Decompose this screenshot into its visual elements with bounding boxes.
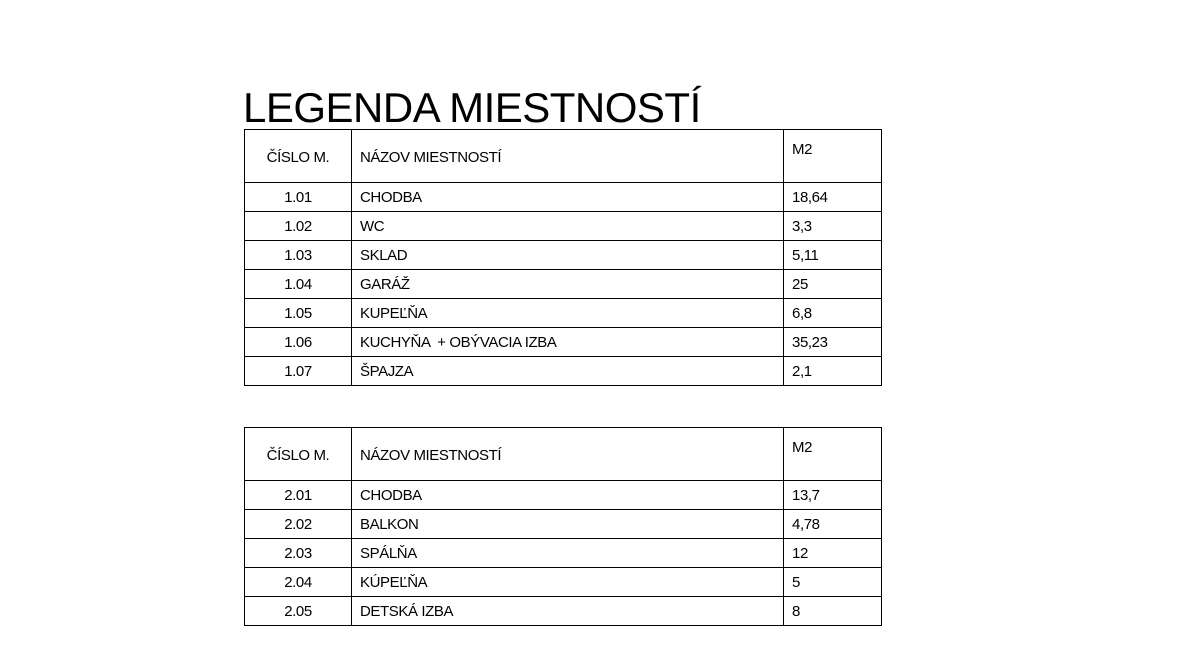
room-number: 1.05 [245,299,352,328]
room-name: BALKON [352,510,784,539]
room-number: 2.05 [245,597,352,626]
room-area: 35,23 [784,328,882,357]
header-room-area: M2 [784,428,882,481]
room-area: 13,7 [784,481,882,510]
room-area: 8 [784,597,882,626]
room-number: 1.04 [245,270,352,299]
room-number: 2.03 [245,539,352,568]
room-area: 25 [784,270,882,299]
header-room-name: NÁZOV MIESTNOSTÍ [352,130,784,183]
room-number: 1.07 [245,357,352,386]
table-row [245,510,882,539]
room-name: WC [352,212,784,241]
header-room-name: NÁZOV MIESTNOSTÍ [352,428,784,481]
room-area: 6,8 [784,299,882,328]
table-header-row [245,130,882,183]
header-room-number: ČÍSLO M. [245,428,352,481]
room-number: 1.02 [245,212,352,241]
room-number: 1.01 [245,183,352,212]
room-legend-table-floor-2 [244,427,882,626]
table-row [245,597,882,626]
room-name: KUCHYŇA + OBÝVACIA IZBA [352,328,784,357]
room-name: SKLAD [352,241,784,270]
table-row [245,183,882,212]
room-area: 2,1 [784,357,882,386]
room-area: 5 [784,568,882,597]
header-room-number: ČÍSLO M. [245,130,352,183]
room-name: GARÁŽ [352,270,784,299]
table-row [245,299,882,328]
room-name: ŠPAJZA [352,357,784,386]
room-number: 2.01 [245,481,352,510]
table-header-row [245,428,882,481]
room-number: 1.06 [245,328,352,357]
table-row [245,357,882,386]
room-name: CHODBA [352,183,784,212]
room-name: SPÁLŇA [352,539,784,568]
table-row [245,241,882,270]
table-row [245,481,882,510]
table-row [245,568,882,597]
room-area: 18,64 [784,183,882,212]
table-row [245,328,882,357]
table-row [245,212,882,241]
room-area: 3,3 [784,212,882,241]
room-name: KUPEĽŇA [352,299,784,328]
room-legend-table-floor-1 [244,129,882,386]
room-area: 12 [784,539,882,568]
header-room-area: M2 [784,130,882,183]
room-name: DETSKÁ IZBA [352,597,784,626]
table-row [245,539,882,568]
room-name: KÚPEĽŇA [352,568,784,597]
room-number: 1.03 [245,241,352,270]
table-row [245,270,882,299]
room-number: 2.02 [245,510,352,539]
page-title: LEGENDA MIESTNOSTÍ [243,84,701,131]
room-name: CHODBA [352,481,784,510]
room-area: 4,78 [784,510,882,539]
room-area: 5,11 [784,241,882,270]
room-number: 2.04 [245,568,352,597]
